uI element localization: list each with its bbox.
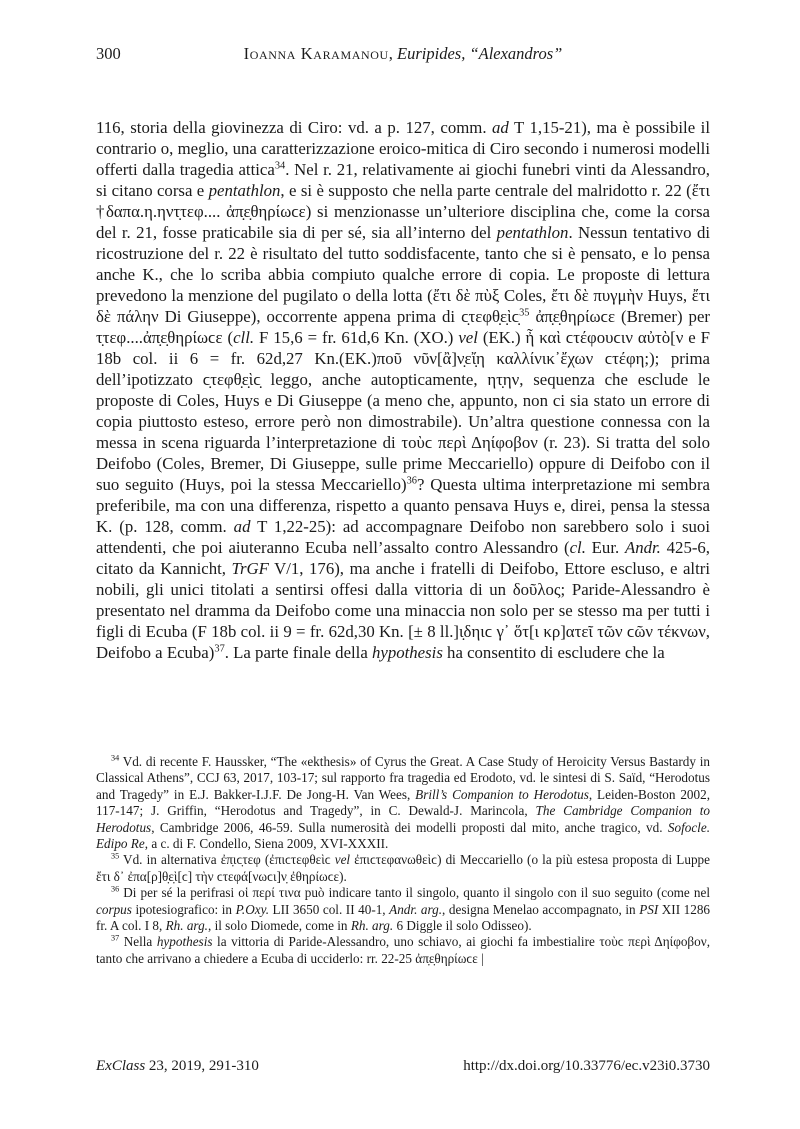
footnotes-block <box>96 754 710 967</box>
running-head: Ioanna Karamanou, Euripides, “Alexandros” <box>243 44 563 63</box>
journal-citation: ExClass 23, 2019, 291-310 <box>96 1058 259 1074</box>
footnote-37: $^{37}$ Nella hypothesis la vittoria di Paride-Alessandro, uno schiavo, ai giochi fa imbestialire τοὺϲ περὶ Δηίφοβον, tanto che arrivano a chiedere a Ecuba di ucciderlo: rr. 22-25 ἀπ̣ε̣θηρίωϲε | <box>96 934 710 966</box>
footnote-34: $^{34}$ Vd. di recente F. Haussker, “The «ekthesis» of Cyrus the Great. A Case Study of Heroicity Versus Bastardy in Classical Athens”, CCJ 63, 2017, 103-17; sul rapporto fra tragedia ed Erodoto, vd. le sintesi di S. Saïd, “Herodotus and Tragedy” in E.J. Bakker-I.J.F. De Jong-H. Van Wees, Brill’s Companion to Herodotus, Leiden-Boston 2002, 117-147; J. Griffin, “Herodotus and Tragedy”, in C. Dewald-J. Marincola, The Cambridge Companion to Herodotus, Cambridge 2006, 46-59. Sulla numerosità dei modelli proposti dal mito, anche tragico, vd. Sofocle. Edipo Re, a c. di F. Condello, Siena 2009, XVI-XXXII. <box>96 753 710 852</box>
footnote-36: $^{36}$ Di per sé la perifrasi οἱ περί τινα può indicare tanto il singolo, quanto il singolo con il suo seguito (come nel corpus ipotesiografico: in P.Oxy. LII 3650 col. II 40-1, Andr. arg., designa Menelao accompagnato, in PSI XII 1286 fr. A col. I 8, Rh. arg., il solo Diomede, come in Rh. arg. 6 Diggle il solo Odisseo). <box>96 884 711 934</box>
doi-text: http://dx.doi.org/10.33776/ec.v23i0.3730 <box>463 1058 710 1074</box>
main-paragraph: 116, storia della giovinezza di Ciro: vd. a p. 127, comm. ad T 1,15-21), ma è possibile il contrario o, meglio, una caratterizzazione eroico-mitica di Ciro secondo i numerosi modelli offerti dalla tragedia attica$^{34}$. Nel r. 21, relativamente ai giochi funebri vinti da Alessandro, si citano corsa e pentathlon, e si è supposto che nella parte centrale del malridotto r. 22 (ἔτι †δαπα.η.ηντ̣τεφ.... ἀπ̣ε̣θηρίωϲε) si menzionasse un’ulteriore disciplina che, come la corsa del r. 21, fosse praticabile sia di per sé, sia all’interno del pentathlon. Nessun tentativo di ricostruzione del r. 22 è risultato del tutto soddisfacente, tanto che si è pensato, e lo pensa anche K., che lo scriba abbia compiuto qualche errore di copia. Le proposte di lettura prevedono la menzione del pugilato o della lotta (ἔτι δὲ πὺξ Coles, ἔτι δὲ πυγμὴν Huys, ἔτι δὲ πάλην Di Giuseppe), occorrente appena prima di ϲ̣τεφθ̣ε̣ὶϲ̣$^{35}$ ἀπ̣ε̣θηρίωϲε (Bremer) per τ̣τεφ....ἀπ̣ε̣θηρίωϲε (cll. F 15,6 = fr. 61d,6 Kn. (ΧΟ.) vel (ΕΚ.) ἦ καὶ ϲτέφουϲιν αὐτὸ[ν e F 18b col. ii 6 = fr. 62d,27 Kn.(ΕΚ.)ποῦ νῦν[ἂ]ν̣εἴ̣η καλλίνικ᾽ἔχων ϲτέφη;); prima dell’ipotizzato ϲ̣τεφθ̣ε̣ὶϲ̣ leggo, anche autopticamente, ητ̣ην, sequenza che esclude le proposte di Coles, Huys e Di Giuseppe (a meno che, appunto, non ci sia stato un errore di copia piuttosto esteso, errore però non dimostrabile). Un’altra questione connessa con la messa in scena riguarda l’interpretazione di τοὺϲ περὶ Δηίφοβον (r. 23). Si tratta del solo Deifobo (Coles, Bremer, Di Giuseppe, sulle prime Meccariello) oppure di Deifobo con il suo seguito (Huys, poi la stessa Meccariello)$^{36}$? Questa ultima interpretazione mi sembra preferibile, ma con una differenza, rispetto a quanto pensava Huys e, direi, pensa la stessa K. (p. 128, comm. ad T 1,22-25): ad accompagnare Deifobo non sarebbero solo i suoi attendenti, che poi aiuteranno Ecuba nell’assalto contro Alessandro (cl. Eur. Andr. 425-6, citato da Kannicht, TrGF V/1, 176), ma anche i fratelli di Deifobo, Ettore escluso, e altri nobili, gli unici titolati a sentirsi offesi dalla vittoria di un δοῦλος; Paride-Alessandro è presentato nel dramma da Deifobo come una minaccia non solo per se stesso ma per tutti i figli di Ecuba (F 18b col. ii 9 = fr. 62d,30 Kn. [± 8 ll.]ι̣δηιϲ γ᾽ ὅτ[ι κρ]ατεῖ τῶν ϲῶν τέκνων, Deifobo a Ecuba)$^{37}$. La parte finale della hypothesis ha consentito di escludere che la <box>96 118 711 662</box>
page-header <box>96 44 710 64</box>
page-footer <box>96 1058 710 1075</box>
footnote-35: $^{35}$ Vd. in alternativa ἐπ̣ιϲ̣τεφ (ἐπιϲτεφθεὶϲ vel ἐπιϲτεφανωθεὶϲ) di Meccariello (o la più estesa proposta di Luppe ἔτι δ᾽ ἐπα[ρ]θ̣ε̣ὶ[ϲ] τὴν ϲτεφά[νωϲι]ν̣ ἐθηρίωϲε). <box>96 852 710 884</box>
page-number: 300 <box>96 44 121 63</box>
